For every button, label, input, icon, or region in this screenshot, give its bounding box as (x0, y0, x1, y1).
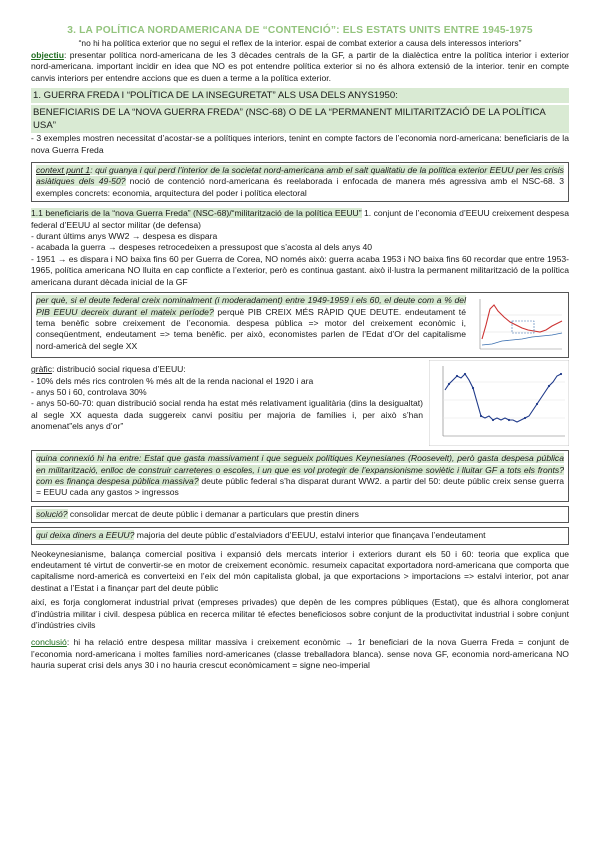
subsection-1-1-text: 1. conjunt de l’economia d’EEUU creixement despesa federal d’EEUU al sector militar (de defensa) (31, 208, 569, 230)
keynesian-question-box (31, 450, 569, 502)
section-heading-2: BENEFICIARIS DE LA “NOVA GUERRA FREDA” (NSC-68) O DE LA “PERMANENT MILITARITZACIÓ DE LA POLÍTICA USA” (31, 105, 569, 133)
context-question: : qui guanya i qui perd l’interior de la societat nord-americana amb el salt qualitatiu de la política exterior EEUU per les crisis asiàtiques dels 49-50? (36, 165, 564, 187)
solution-question: solució? (36, 508, 68, 519)
keynesian-question: quina connexió hi ha entre: Estat que gasta massivament i que segueix polítiques Keynesianes (Roosevelt), però gasta despesa pública en militarització, enlloc de construir carreteres o escoles, i un que es vol protegir de l’expansionisme soviètic i lluitar GF a tots els fronts? com es finança despesa pública massiva? (36, 453, 564, 486)
bullet-item: - acabada la guerra → despeses retrocedeixen a pressupost que s’acosta al dels anys 40 (31, 242, 373, 253)
lenders-question: qui deixa diners a EEUU? (36, 530, 135, 541)
debt-box-text (36, 295, 466, 352)
solution-box (31, 506, 569, 523)
wealth-text (31, 364, 423, 432)
chart-point (448, 383, 450, 385)
chart-point (464, 373, 466, 375)
chart-point (560, 373, 562, 375)
solution-answer: consolidar mercat de deute públic i demanar a particulars que prestin diners (67, 508, 359, 519)
chart-point (536, 403, 538, 405)
chart-background (429, 360, 569, 446)
section-heading-1: 1. GUERRA FREDA I “POLÍTICA DE LA INSEGURETAT” ALS USA DELS ANYS1950: (31, 88, 569, 103)
lenders-answer: majoria del deute públic d’estalviadors d’EEUU, estalvi interior que finançava l’endeutament (134, 530, 486, 541)
chart-point (508, 419, 510, 421)
context-box (31, 162, 569, 202)
debt-gdp-chart-thumbnail (472, 295, 564, 355)
keynesian-answer: deute públic federal s’ha disparat durant WW2. a partir del 50: deute públic creix sense guerra = EEUU cada any gastos > ingressos (36, 475, 564, 498)
subsection-1-1-label: 1.1 beneficiaris de la “nova Guerra Freda” (NSC-68)/“militarització de la política EEUU” (31, 208, 362, 219)
grafic-item: - 10% dels més rics controlen % més alt de la renda nacional el 1920 i ara (31, 375, 314, 386)
wealth-distribution-block (31, 364, 569, 446)
bullet-item: - durant últims anys WW2 → despesa es dispara (31, 231, 218, 242)
chart-point (472, 387, 474, 389)
chart-point (548, 385, 550, 387)
debt-answer: perquè PIB CREIX MÉS RÀPID QUE DEUTE. endeutament té tema benèfic sobre creixement de l’economia. despesa pública => motor del creixement econòmic i, conseqüentment, endeutament => tema benèfic. per això, economistes parlen de l’Edat d’Or del capitalisme nord-americà del segle XX (36, 306, 466, 351)
bullet-item: - 1951 → es dispara i NO baixa fins 60 per Guerra de Corea, NO només això: guerra acaba 1953 i NO baixa fins 60 recordar que entre 1953-1965, política americana NO lluita en cap conflicte a l’exterior, però es continua gastant. això il·lustra la permanent militarització de la política americana durant dècada inicial de la GF (31, 253, 569, 287)
grafic-label: gràfic (31, 364, 53, 375)
conclusion-paragraph (31, 637, 569, 671)
context-answer: noció de contenció nord-americana és reelaborada i enfocada de manera més agressiva amb el NSC-68. 3 exemples concrets: economia, arquitectura del poder i política electoral (36, 176, 564, 198)
lenders-box (31, 527, 569, 544)
conglomerate-paragraph: així, es forja conglomerat industrial privat (empreses privades) que depèn de les compres públiques (Estat), que és alhora conglomerat d’indústria militar i civil. despesa pública en recerca militar té efectes beneficiosos sobre conjunt de la productivitat industrial i sobre conjunt d’indústries civils (31, 597, 569, 630)
chart-point (492, 419, 494, 421)
conclusion-text: : hi ha relació entre despesa militar massiva i creixement econòmic → 1r beneficiari de la nova Guerra Freda = conjunt de l’economia nord-americana i moltes famílies nord-americanes (classe treballadora blanca). sense nova GF, economia nord-americana NO hauria superat crisi dels anys 30 i no hauria crescut econòmicament = signe neo-imperial (31, 637, 569, 671)
context-label: context punt 1 (36, 165, 91, 176)
subsection-1-1 (31, 208, 569, 231)
objective-text: : presentar política nord-americana de les 3 dècades centrals de la GF, a partir de la dialèctica entre la política interior i exterior nord-americana. important incidir en idea que NO es pot entendre política exterior si no és alhora extensió de la interior. tenir en compte canvis interiors per entendre accions que es duen a terme a la política exterior. (31, 50, 569, 83)
grafic-item: - anys 50-60-70: quan distribució social renda ha estat més relativament igualitària (dins la desigualtat) al segle XX aquesta dada suggereix canvi positiu per majoria de famílies i, per això s’han anomenat”els anys d’or” (31, 398, 423, 432)
chart-point (456, 375, 458, 377)
section-intro: - 3 exemples mostren necessitat d’acostar-se a polítiques interiors, tenint en compte factors de l’economia nord-americana: beneficiaris de la nova Guerra Freda (31, 133, 569, 155)
grafic-item: - anys 50 i 60, controlava 30% (31, 386, 147, 397)
chart-point (480, 415, 482, 417)
objective-paragraph (31, 50, 569, 84)
opening-quote: “no hi ha política exterior que no segui el reflex de la interior. espai de combat exterior a causa dels interessos interiors” (78, 38, 522, 48)
wealth-share-chart-thumbnail (429, 360, 569, 446)
debt-box-row (36, 295, 564, 355)
grafic-heading (31, 364, 423, 375)
debt-question: per què, si el deute federal creix nominalment (i moderadament) entre 1949-1959 i els 60, el deute com a % del PIB EEUU decreix durant el mateix període? (36, 295, 466, 317)
chart-point (524, 417, 526, 419)
document-title: 3. LA POLÍTICA NORDAMERICANA DE “CONTENCIÓ”: ELS ESTATS UNITS ENTRE 1945-1975 (67, 25, 533, 36)
objective-label: objectiu (31, 50, 64, 60)
grafic-title: : distribució social riquesa d’EEUU: (52, 364, 186, 375)
conclusion-label: conclusió (31, 637, 67, 648)
neokeynesianism-paragraph: Neokeynesianisme, balança comercial positiva i expansió dels mercats interior i exteriors durant els 50 i 60: teoria que explica que endeutament té virtut de convertir-se en motor de creixement econòmic. resumeix capacitat exportadora nord-americana que comporta que capitalisme nord-americà es converteixi en l’eix del món capitalista global, ja que exportacions > importacions => estalvi interior, pot anar destinat a l’Estat i a finançar part del deute públic (31, 548, 569, 593)
debt-question-box (31, 292, 569, 358)
